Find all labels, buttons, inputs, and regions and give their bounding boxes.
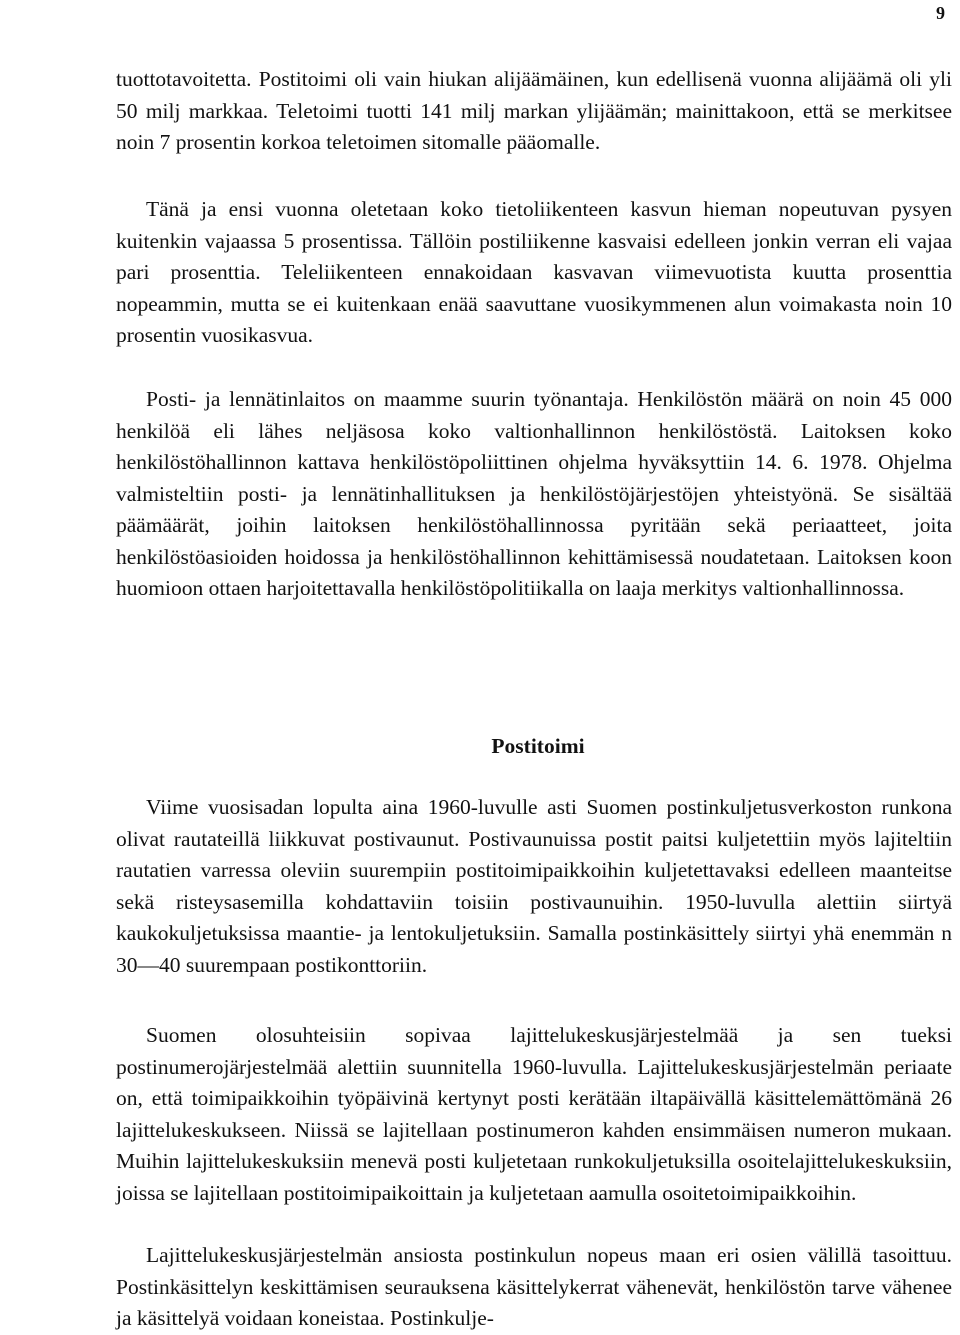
body-paragraph-5: Suomen olosuhteisiin sopivaa lajittelukeskusjärjestelmää ja sen tueksi postinumerojärjestelmää alettiin suunnitella 1960-luvulla. Lajittelukeskusjärjestelmän periaate on, että toimipaikkoihin työpäivinä kertynyt posti kerätään iltapäivällä käsittelemättömänä 26 lajittelukeskukseen. Niissä se lajitellaan postinumeron kahden ensimmäisen numeron mukaan. Muihin lajittelukeskuksiin menevä posti kuljetetaan runkokuljetuksilla osoitelajittelukeskuksiin, joissa se lajitellaan postitoimipaikoittain ja kuljetetaan aamulla osoitetoimipaikkoihin. — [116, 1023, 952, 1205]
body-paragraph-6: Lajittelukeskusjärjestelmän ansiosta postinkulun nopeus maan eri osien välillä tasoittuu. Postinkäsittelyn keskittämisen seurauksena käsittelykerrat vähenevät, henkilöstön tarve vähenee ja käsittelyä voidaan koneistaa. Postinkulje- — [116, 1243, 952, 1330]
section-heading: Postitoimi — [491, 734, 585, 758]
body-paragraph-1: tuottotavoitetta. Postitoimi oli vain hiukan alijäämäinen, kun edellisenä vuonna alijäämä oli yli 50 milj markkaa. Teletoimi tuotti 141 milj markan ylijäämän; mainittakoon, että se merkitsee noin 7 prosentin korkoa teletoimen sitomalle pääomalle. — [116, 67, 952, 154]
body-paragraph-4: Viime vuosisadan lopulta aina 1960-luvulle asti Suomen postinkuljetusverkoston runkona olivat rautateillä liikkuvat postivaunut. Postivaunuissa postit paitsi kuljetettiin myös lajiteltiin rautatien varressa oleviin suurempiin postitoimipaikkoihin kuljetettavaksi edelleen maanteitse sekä risteysasemilla kohdattaviin toisiin postivaunuihin. 1950-luvulla alettiin siirtyä kaukokuljetuksissa maantie- ja lentokuljetuksiin. Samalla postinkäsittely siirtyi yhä enemmän n 30—40 suurempaan postikonttoriin. — [116, 795, 952, 977]
body-paragraph-3: Posti- ja lennätinlaitos on maamme suurin työnantaja. Henkilöstön määrä on noin 45 000 henkilöä eli lähes neljäsosa koko valtionhallinnon henkilöstöstä. Laitoksen koko henkilöstöhallinnon kattava henkilöstöpoliittinen ohjelma hyväksyttiin 14. 6. 1978. Ohjelma valmisteltiin posti- ja lennätinhallituksen ja henkilöstöjärjestöjen yhteistyönä. Se sisältää päämäärät, joihin laitoksen henkilöstöhallinnossa pyritään sekä periaatteet, joita henkilöstöasioiden hoidossa ja henkilöstöhallinnon kehittämisessä noudatetaan. Laitoksen koon huomioon ottaen harjoitettavalla henkilöstöpolitiikalla on laaja merkitys valtionhallinnossa. — [116, 387, 952, 600]
page-number: 9 — [936, 3, 945, 23]
body-paragraph-2: Tänä ja ensi vuonna oletetaan koko tietoliikenteen kasvun hieman nopeutuvan pysyen kuitenkin vajaassa 5 prosentissa. Tällöin postiliikenne kasvaisi edelleen jonkin verran eli vajaa pari prosenttia. Teleliikenteen ennakoidaan kasvavan viimevuotista kuutta prosenttia nopeammin, mutta se ei kuitenkaan enää saavuttane vuosikymmenen alun voimakasta noin 10 prosentin vuosikasvua. — [116, 197, 952, 347]
